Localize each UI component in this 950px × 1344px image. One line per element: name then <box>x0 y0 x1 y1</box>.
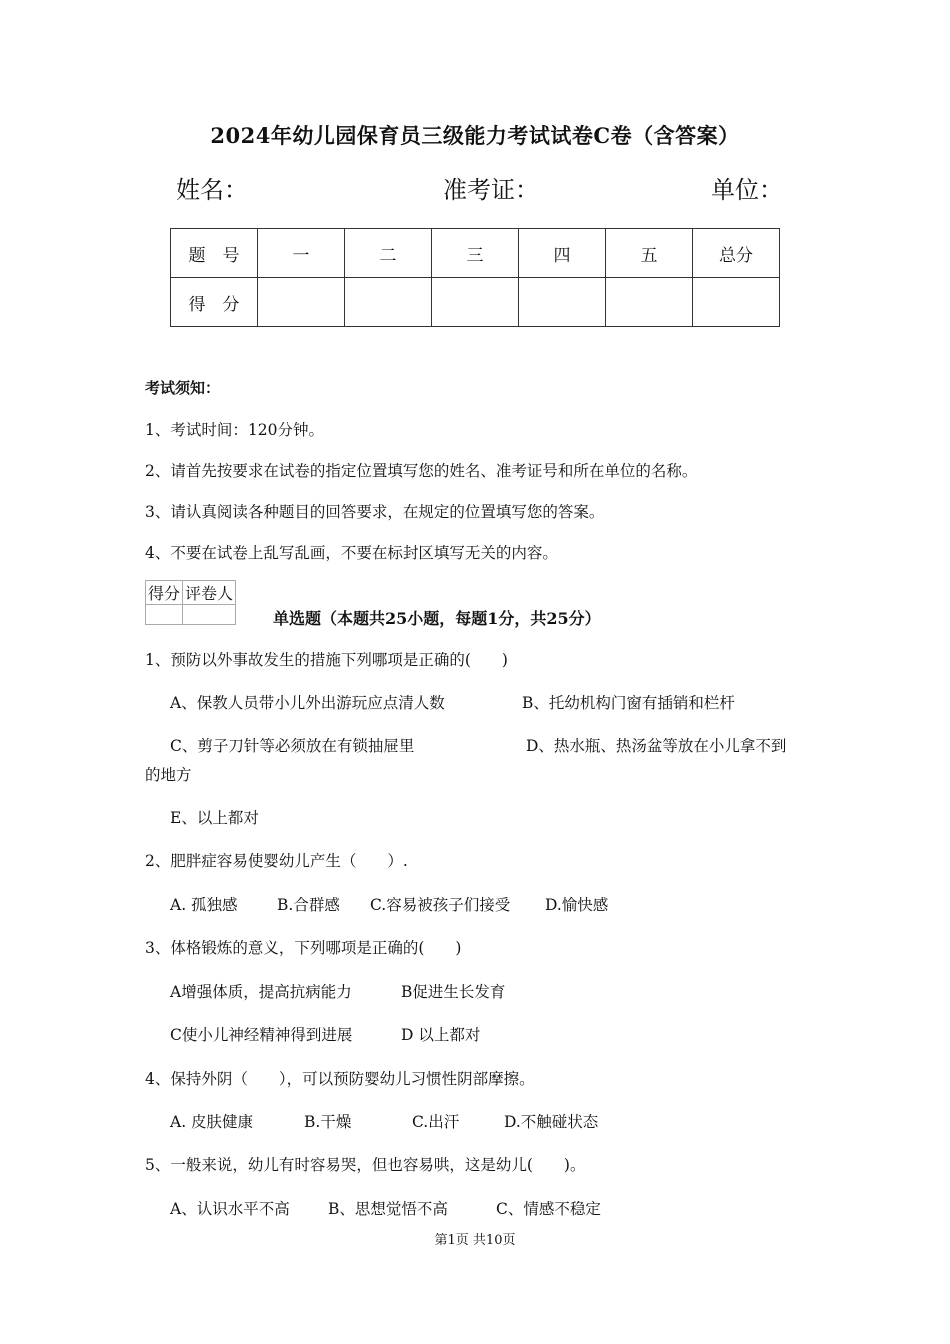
instruction-item: 1、考试时间：120分钟。 <box>145 421 324 439</box>
option-b: B、托幼机构门窗有插销和栏杆 <box>522 694 735 712</box>
score-table-header-cell: 题 号 <box>171 229 258 278</box>
option-c: C使小儿神经精神得到进展 <box>170 1026 353 1044</box>
question-stem: 3、体格锻炼的意义，下列哪项是正确的( ) <box>145 939 462 957</box>
score-cell[interactable] <box>606 278 693 327</box>
section-title: 单选题（本题共25小题，每题1分，共25分） <box>273 609 601 628</box>
score-table-header-cell: 二 <box>345 229 432 278</box>
score-table-header-cell: 一 <box>258 229 345 278</box>
option-a: A、认识水平不高 <box>170 1200 290 1218</box>
score-table-header-row <box>171 229 780 278</box>
instructions-heading: 考试须知： <box>145 379 221 397</box>
option-d: D.不触碰状态 <box>504 1113 599 1131</box>
option-c: C、剪子刀针等必须放在有锁抽屉里 <box>170 737 415 755</box>
instruction-item: 2、请首先按要求在试卷的指定位置填写您的姓名、准考证号和所在单位的名称。 <box>145 462 698 480</box>
option-c: C、情感不稳定 <box>496 1200 601 1218</box>
grader-score-cell[interactable] <box>146 605 183 625</box>
option-b: B、思想觉悟不高 <box>328 1200 448 1218</box>
score-table-header-cell: 三 <box>432 229 519 278</box>
grader-box <box>145 580 236 625</box>
option-b: B.合群感 <box>277 896 340 914</box>
option-d: D、热水瓶、热汤盆等放在小儿拿不到 <box>526 737 787 755</box>
instruction-item: 3、请认真阅读各种题目的回答要求，在规定的位置填写您的答案。 <box>145 503 605 521</box>
option-a: A增强体质，提高抗病能力 <box>170 983 352 1001</box>
option-d: D 以上都对 <box>401 1026 481 1044</box>
score-cell[interactable] <box>432 278 519 327</box>
score-table-score-row <box>171 278 780 327</box>
option-a: A. 皮肤健康 <box>170 1113 254 1131</box>
unit-label: 单位： <box>711 176 783 204</box>
score-table-header-cell: 五 <box>606 229 693 278</box>
option-a: A. 孤独感 <box>170 896 238 914</box>
instruction-item: 4、不要在试卷上乱写乱画，不要在标封区填写无关的内容。 <box>145 544 558 562</box>
option-a: A、保教人员带小儿外出游玩应点清人数 <box>170 694 445 712</box>
score-cell[interactable] <box>258 278 345 327</box>
score-table <box>170 228 780 327</box>
question-stem: 5、一般来说，幼儿有时容易哭，但也容易哄，这是幼儿( )。 <box>145 1156 586 1174</box>
option-b: B促进生长发育 <box>401 983 506 1001</box>
grader-name-label: 评卷人 <box>183 581 236 605</box>
option-b: B.干燥 <box>304 1113 352 1131</box>
grader-score-label: 得分 <box>146 581 183 605</box>
score-row-label: 得 分 <box>171 278 258 327</box>
score-table-header-cell: 总分 <box>693 229 780 278</box>
page-footer: 第1页 共10页 <box>434 1233 516 1248</box>
option-d: D.愉快感 <box>545 896 609 914</box>
option-c: C.容易被孩子们接受 <box>370 896 511 914</box>
option-d-continued: 的地方 <box>145 766 192 784</box>
score-cell[interactable] <box>345 278 432 327</box>
question-stem: 2、肥胖症容易使婴幼儿产生（ ）. <box>145 852 408 870</box>
question-stem: 1、预防以外事故发生的措施下列哪项是正确的( ) <box>145 651 508 669</box>
score-table-header-cell: 四 <box>519 229 606 278</box>
grader-name-cell[interactable] <box>183 605 236 625</box>
exam-title: 2024年幼儿园保育员三级能力考试试卷C卷（含答案） <box>210 123 740 148</box>
name-label: 姓名： <box>176 176 248 204</box>
option-c: C.出汗 <box>412 1113 460 1131</box>
option-e: E、以上都对 <box>170 809 259 827</box>
exam-id-label: 准考证： <box>443 176 539 204</box>
score-cell[interactable] <box>519 278 606 327</box>
score-cell[interactable] <box>693 278 780 327</box>
question-stem: 4、保持外阴（ ），可以预防婴幼儿习惯性阴部摩擦。 <box>145 1070 535 1088</box>
